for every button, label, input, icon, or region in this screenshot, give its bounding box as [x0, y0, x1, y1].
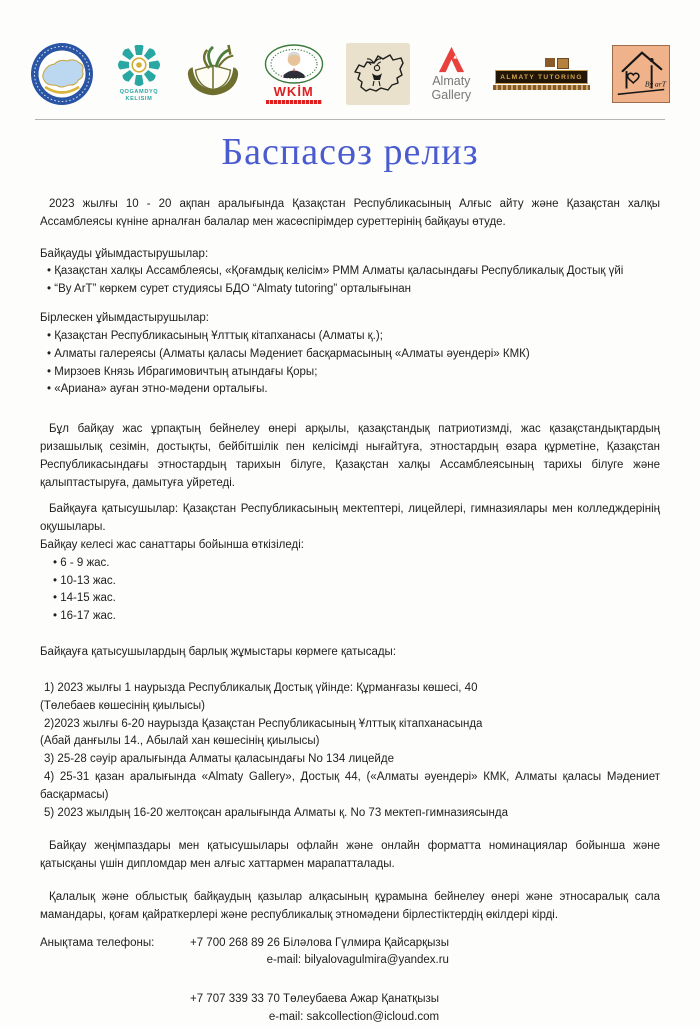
exhibition-item: 5) 2023 жылдың 16-20 желтоқсан аралығында Алматы қ. No 73 мектеп-гимназиясында	[44, 806, 508, 819]
exhibition-schedule-list	[40, 680, 660, 823]
age-group-item: • 14-15 жас.	[40, 590, 660, 608]
participants-paragraph: Байқауға қатысушылар: Қазақстан Республикасының мектептері, лицейлері, гимназиялары мен колледждерінің оқушылары.	[40, 503, 660, 534]
exhibition-item: 2)2023 жылғы 6-20 наурызда Қазақстан Республикасының Ұлттық кітапханасында	[44, 717, 483, 730]
exhibition-item: 3) 25-28 сәуір аралығында Алматы қаласындағы No 134 лицейде	[44, 753, 394, 766]
wkim-logo-text: WKİM	[273, 84, 314, 99]
almaty-gallery-logo	[432, 46, 472, 102]
header-divider	[35, 119, 665, 120]
intro-paragraph: 2023 жылғы 10 - 20 ақпан аралығында Қазақстан Республикасының Алғыс айту және Қазақстан халқы Ассамблеясы күніне арналған балалар мен жасөспірімдер суреттерінің байқауы өтуде.	[40, 198, 660, 228]
participants-section	[40, 501, 660, 626]
organizers-heading: Байқауды ұйымдастырушылар:	[40, 247, 209, 260]
almaty-tutoring-banner-text: ALMATY TUTORING	[495, 70, 588, 84]
organizer-item: • “By ArT” көркем сурет студиясы БДО “Almaty tutoring” орталығынан	[40, 281, 660, 299]
age-group-item: • 10-13 жас.	[40, 573, 660, 591]
wkim-tagline-strip	[266, 100, 322, 104]
logo-row	[0, 0, 700, 110]
gallery-a-icon	[438, 46, 465, 73]
exhibition-item-note: (Төлебаев көшесінің қиылысы)	[40, 699, 205, 712]
contact-entry	[190, 991, 439, 1027]
age-group-item: • 6 - 9 жас.	[40, 555, 660, 573]
exhibition-item: 4) 25-31 қазан аралығында «Almaty Gallery», Достық 44, («Алматы әуендері» КМК, Алматы қаласы Мәдениет басқармасы)	[40, 770, 660, 801]
exhibition-item-note: (Абай данғылы 14., Абылай хан көшесінің қиылысы)	[40, 735, 320, 748]
contact-email: e-mail: bilyalovagulmira@yandex.ru	[266, 954, 449, 967]
almaty-gallery-text-line1: Almaty	[432, 74, 471, 88]
kelisim-logo-text-line1: QOGAMDYQ	[119, 89, 159, 96]
tutoring-tagline-strip	[493, 85, 590, 90]
exhibition-heading: Байқауға қатысушылардың барлық жұмыстары көрмеге қатысады:	[40, 646, 397, 659]
contact-entries	[190, 935, 660, 1027]
contacts-block	[40, 935, 660, 1027]
age-group-item: • 16-17 жас.	[40, 608, 660, 626]
assembly-of-people-of-kazakhstan-logo	[30, 42, 94, 106]
organizer-item: • Қазақстан халқы Ассамблеясы, «Қоғамдық келісім» РММ Алматы қаласындағы Республикалық Достық үйі	[40, 263, 660, 281]
age-groups-heading: Байқау келесі жас санаттары бойынша өткізіледі:	[40, 539, 304, 551]
contact-phone: +7 707 339 33 70 Төлеубаева Ажар Қанатқызы	[190, 993, 440, 1006]
contact-email: e-mail: sakcollection@icloud.com	[268, 1011, 440, 1024]
contact-phone: +7 700 268 89 26 Біләлова Гүлмира Қайсарқызы	[190, 936, 449, 949]
co-organizer-item: • Қазақстан Республикасының Ұлттық кітапханасы (Алматы қ.);	[40, 328, 660, 346]
organizers-section	[40, 246, 660, 299]
contact-entry	[190, 935, 449, 971]
by-art-logo	[612, 45, 670, 103]
open-book-emblem-icon	[184, 42, 242, 106]
wkim-portrait-oval-icon	[264, 44, 324, 84]
contacts-label: Анықтама телефоны:	[40, 936, 155, 949]
kelisim-logo-text-line2: KELISIM	[125, 96, 153, 102]
apk-emblem-icon	[30, 42, 94, 106]
by-art-signature-text: By arT	[644, 79, 667, 89]
co-organizer-item: • Мирзоев Князь Ибрагимовичтың атындағы Қоры;	[40, 364, 660, 382]
almaty-gallery-text-line2: Gallery	[431, 87, 472, 102]
co-organizer-item: • Алматы галереясы (Алматы қаласы Мәдениет басқармасының «Алматы әуендері» КМК)	[40, 346, 660, 364]
wkim-logo	[264, 44, 324, 104]
national-library-logo	[184, 42, 242, 106]
afghanistan-map-sketch-icon	[346, 43, 410, 105]
almaty-tutoring-logo	[493, 58, 590, 90]
co-organizers-section	[40, 310, 660, 399]
jury-paragraph: Қалалық және облыстық байқаудың қазылар алқасының құрамына бейнелеу өнері және этносаралық сала мамандары, қоғам қайраткерлері және республикалық этномәдени бірлестіктердің өкілдері кірді.	[40, 891, 660, 921]
co-organizers-heading: Бірлескен ұйымдастырушылар:	[40, 312, 210, 325]
exhibition-item: 1) 2023 жылғы 1 наурызда Республикалық Достық үйінде: Құрманғазы көшесі, 40	[44, 681, 478, 694]
awards-paragraph: Байқау жеңімпаздары мен қатысушылары офлайн және онлайн форматта номинациялар бойынша және қатысқаны үшін дипломдар мен алғыс хаттармен марапатталады.	[40, 840, 660, 871]
press-release-body	[0, 196, 700, 1027]
page-title: Баспасөз релиз	[221, 131, 479, 173]
about-paragraph: Бұл байқау жас ұрпақтың бейнелеу өнері арқылы, қазақстандық патриотизмді, жас қазақстандықтардың ризашылық сезімін, достықты, бейбітшілік пен келісімді нығайтуға, этностардың өзара құрметіне, Қазақстан Республикасындағы этностардың тарихын білуге, Қазақстан халқы Ассамблеясының тарихы білуге және қалыптастыруға, дамытуға уйретеді.	[40, 423, 660, 489]
qogamdyq-kelisim-logo	[116, 45, 162, 103]
tutoring-books-icon	[545, 58, 569, 69]
kelisim-flower-icon	[116, 45, 162, 87]
by-art-house-icon	[612, 45, 670, 103]
co-organizer-item: • «Ариана» ауған этно-мәдени орталығы.	[40, 381, 660, 399]
ariana-center-logo	[346, 43, 410, 105]
